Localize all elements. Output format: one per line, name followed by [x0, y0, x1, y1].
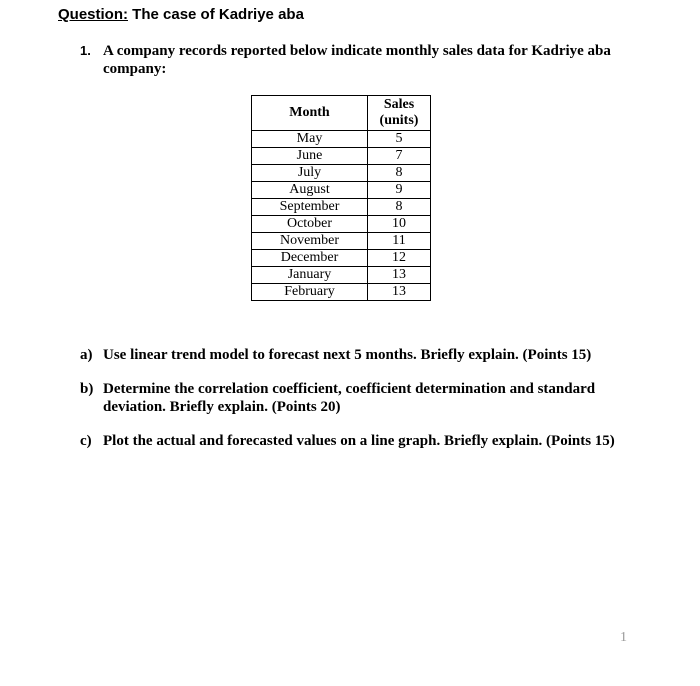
- sales-cell: 11: [368, 233, 431, 250]
- month-column-header: Month: [252, 96, 368, 131]
- page-number: 1: [620, 630, 627, 645]
- sales-cell: 9: [368, 182, 431, 199]
- subquestion-letter: b): [80, 381, 94, 397]
- sales-cell: 8: [368, 165, 431, 182]
- question-label: Question:: [58, 6, 128, 23]
- question-text: A company records reported below indicate monthly sales data for Kadriye aba company:: [103, 43, 611, 77]
- sales-cell: 13: [368, 267, 431, 284]
- month-cell: May: [252, 131, 368, 148]
- sales-column-header: Sales (units): [368, 96, 431, 131]
- table-row: [252, 250, 431, 267]
- question-number: 1.: [80, 43, 91, 58]
- sales-cell: 7: [368, 148, 431, 165]
- table-row: [252, 233, 431, 250]
- sales-cell: 5: [368, 131, 431, 148]
- subquestion-text: Plot the actual and forecasted values on a line graph. Briefly explain. (Points 15): [103, 433, 615, 449]
- table-row: [252, 199, 431, 216]
- month-cell: August: [252, 182, 368, 199]
- table-row: [252, 216, 431, 233]
- sales-cell: 12: [368, 250, 431, 267]
- table-row: [252, 148, 431, 165]
- month-cell: February: [252, 284, 368, 301]
- month-cell: November: [252, 233, 368, 250]
- sales-cell: 10: [368, 216, 431, 233]
- month-cell: October: [252, 216, 368, 233]
- month-cell: June: [252, 148, 368, 165]
- subquestion-text: Determine the correlation coefficient, coefficient determination and standard deviation. Briefly explain. (Points 20): [103, 381, 596, 415]
- table-header-row: [252, 96, 431, 131]
- table-row: [252, 165, 431, 182]
- sales-cell: 8: [368, 199, 431, 216]
- subquestion-letter: a): [80, 347, 93, 363]
- month-cell: December: [252, 250, 368, 267]
- page-title: [58, 6, 304, 23]
- month-cell: September: [252, 199, 368, 216]
- table-row: [252, 284, 431, 301]
- table-row: [252, 131, 431, 148]
- month-cell: July: [252, 165, 368, 182]
- case-title: The case of Kadriye aba: [132, 6, 304, 23]
- table-row: [252, 182, 431, 199]
- sales-table: [251, 95, 431, 301]
- month-cell: January: [252, 267, 368, 284]
- subquestion-text: Use linear trend model to forecast next 5 months. Briefly explain. (Points 15): [103, 347, 592, 363]
- table-row: [252, 267, 431, 284]
- subquestion-letter: c): [80, 433, 92, 449]
- sales-cell: 13: [368, 284, 431, 301]
